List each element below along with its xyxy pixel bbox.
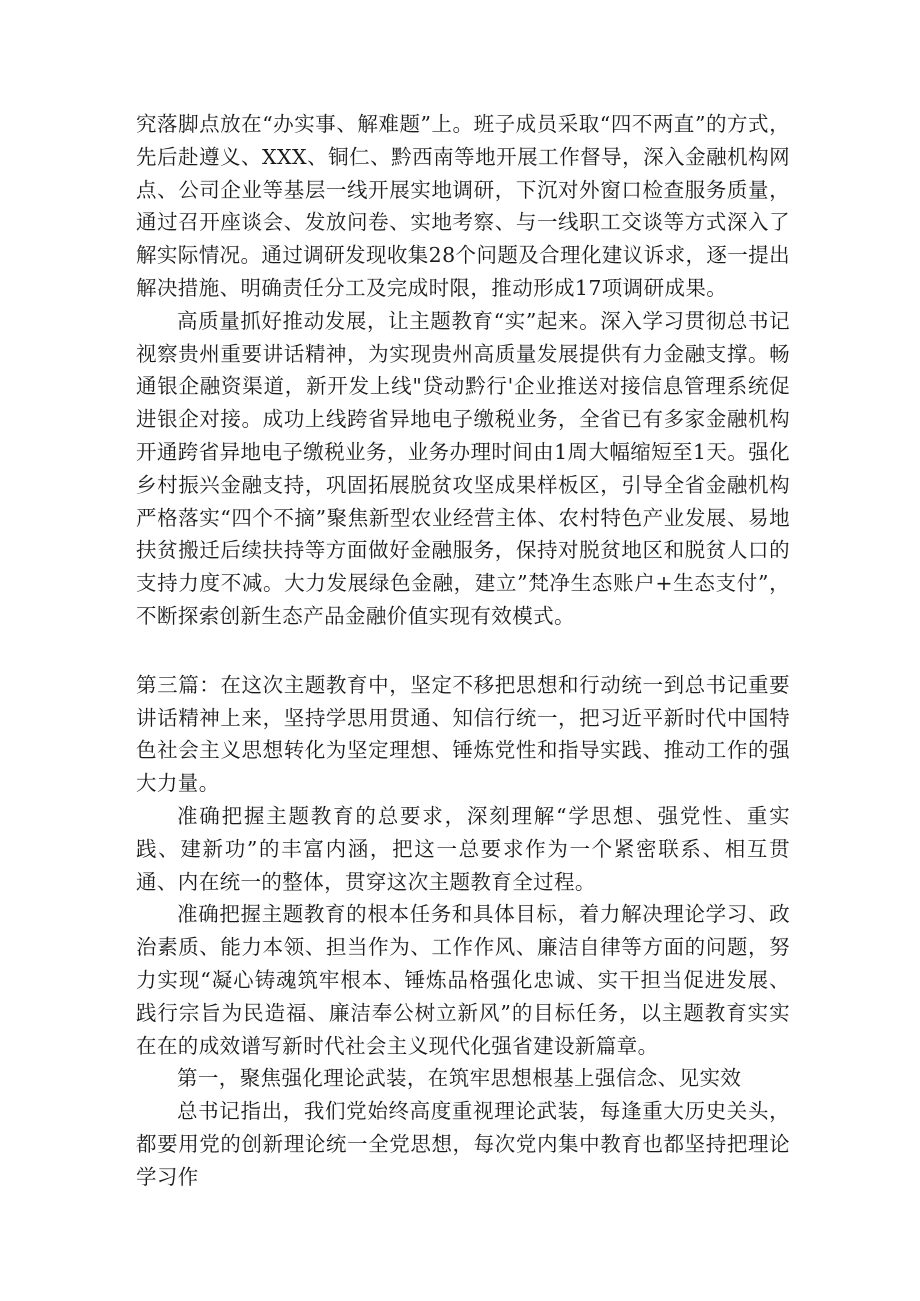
paragraph-general-requirements: 准确把握主题教育的总要求，深刻理解“学思想、强党性、重实践、建新功”的丰富内涵，把这一总要求作为一个紧密联系、相互贯通、内在统一的整体，贯穿这次主题教育全过程。	[136, 803, 790, 894]
paragraph-fundamental-tasks: 准确把握主题教育的根本任务和具体目标，着力解决理论学习、政治素质、能力本领、担当作为、工作作风、廉洁自律等方面的问题，努力实现“凝心铸魂筑牢根本、锤炼品格强化忠诚、实干担当促进发展、践行宗旨为民造福、廉洁奉公树立新风”的目标任务，以主题教育实实在在的成效谱写新时代社会主义现代化强省建设新篇章。	[136, 902, 790, 1058]
paragraph-theory-arming: 总书记指出，我们党始终高度重视理论武装，每逢重大历史关头，都要用党的创新理论统一全党思想，每次党内集中教育也都坚持把理论学习作	[136, 1099, 790, 1189]
paragraph-high-quality-development: 高质量抓好推动发展，让主题教育“实”起来。深入学习贯彻总书记视察贵州重要讲话精神，为实现贵州高质量发展提供有力金融支撑。畅通银企融资渠道，新开发上线"贷动黔行'企业推送对接信息管理系统促进银企对接。成功上线跨省异地电子缴税业务，全省已有多家金融机构开通跨省异地电子缴税业务，业务办理时间由1周大幅缩短至1天。强化乡村振兴金融支持，巩固拓展脱贫攻坚成果样板区，引导全省金融机构严格落实“四个不摘”聚焦新型农业经营主体、农村特色产业发展、易地扶贫搬迁后续扶持等方面做好金融服务，保持对脱贫地区和脱贫人口的支持力度不减。大力发展绿色金融，建立”梵净生态账户+生态支付”，不断探索创新生态产品金融价值实现有效模式。	[136, 308, 790, 628]
section-heading-first: 第一，聚焦强化理论武装，在筑牢思想根基上强信念、见实效	[177, 1066, 742, 1091]
paragraph-part-three-intro: 第三篇：在这次主题教育中，坚定不移把思想和行动统一到总书记重要讲话精神上来，坚持学思用贯通、知信行统一，把习近平新时代中国特色社会主义思想转化为坚定理想、锤炼党性和指导实践、推动工作的强大力量。	[136, 672, 790, 796]
paragraph-research-results: 究落脚点放在“办实事、解难题”上。班子成员采取“四不两直”的方式，先后赴遵义、XXX、铜仁、黔西南等地开展工作督导，深入金融机构网点、公司企业等基层一线开展实地调研，下沉对外窗口检查服务质量，通过召开座谈会、发放问卷、实地考察、与一线职工交谈等方式深入了解实际情况。通过调研发现收集28个问题及合理化建议诉求，逐一提出解决措施、明确责任分工及完成时限，推动形成17项调研成果。	[136, 112, 790, 300]
